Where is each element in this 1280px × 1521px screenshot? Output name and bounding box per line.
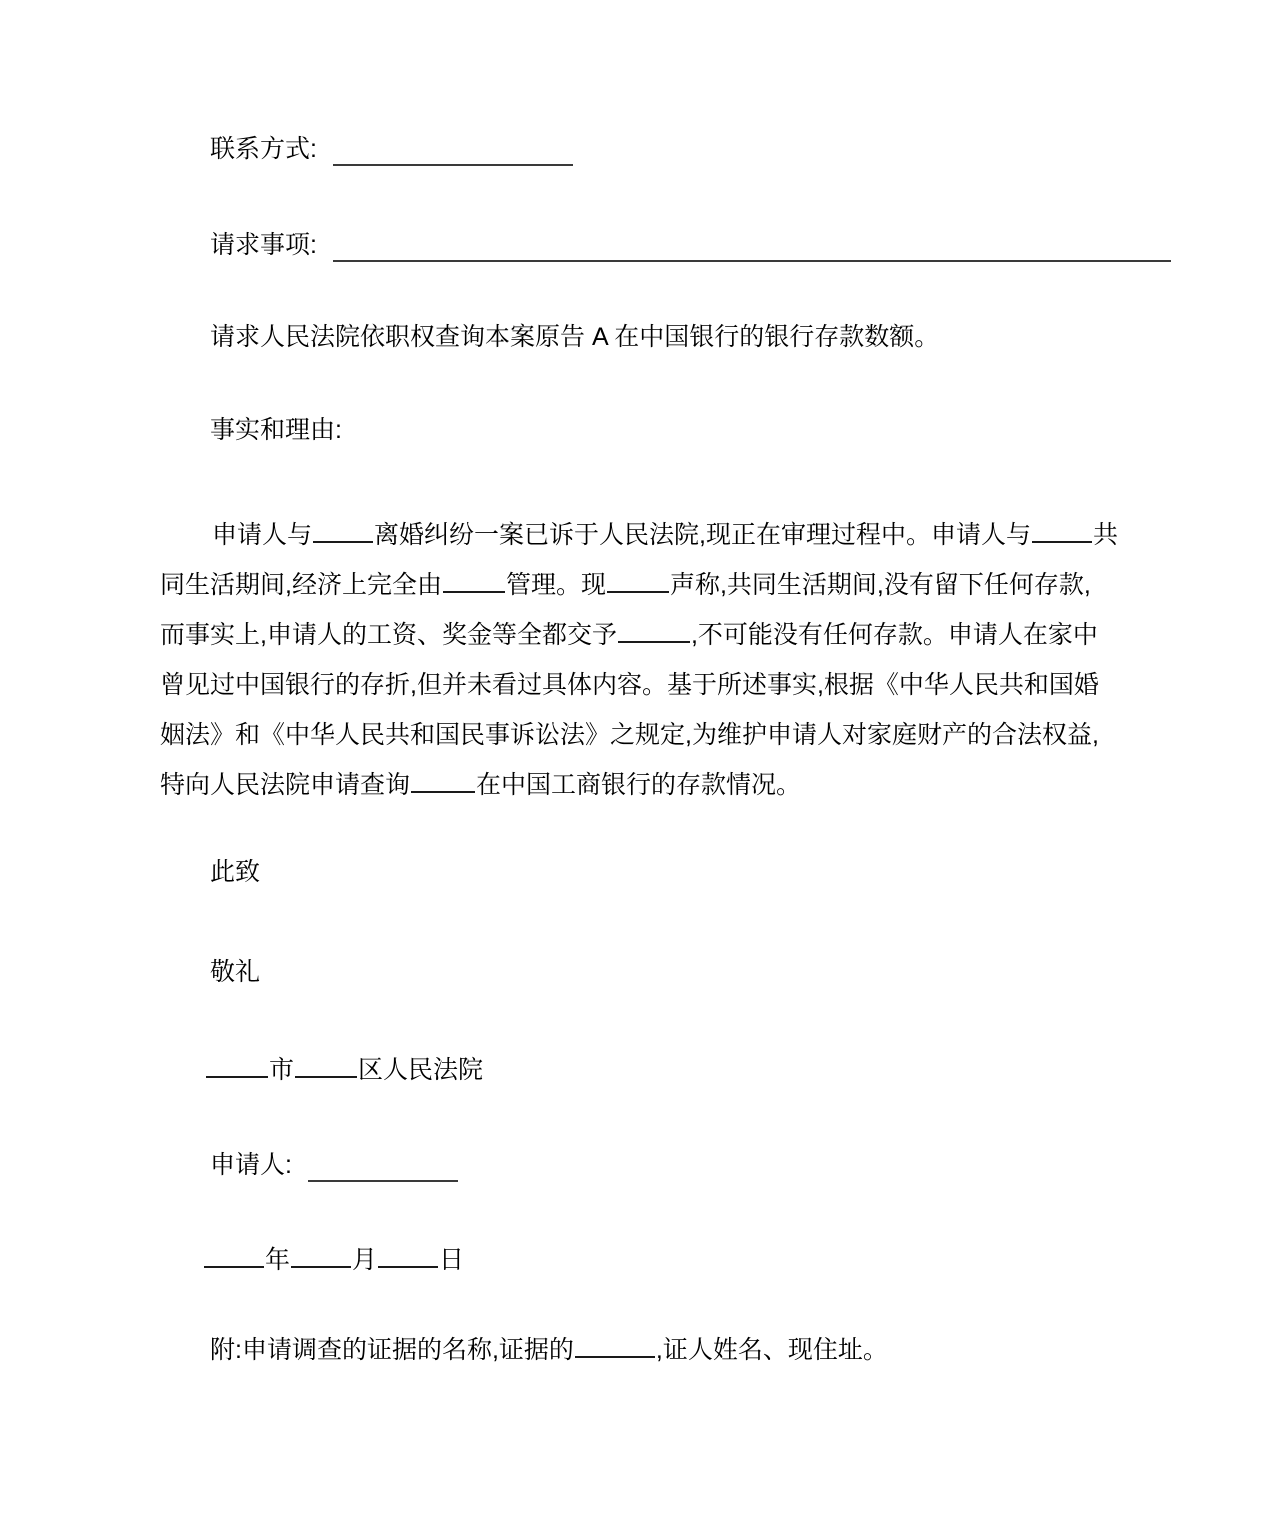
- paragraph-line: [160, 610, 1122, 660]
- inline-blank[interactable]: [443, 569, 505, 593]
- request-statement: 请求人民法院依职权查询本案原告 A 在中国银行的银行存款数额。: [210, 323, 940, 351]
- paragraph-text: ,不可能没有任何存款。申请人在家中: [690, 621, 1098, 649]
- city-blank[interactable]: [206, 1054, 268, 1078]
- inline-blank[interactable]: [618, 619, 690, 643]
- facts-paragraph: [160, 510, 1122, 810]
- paragraph-text: 曾见过中国银行的存折,但并未看过具体内容。基于所述事实,根据《中华人民共和国婚: [160, 671, 1099, 699]
- applicant-label: 申请人:: [210, 1151, 292, 1179]
- court-tail: 区人民法院: [358, 1056, 484, 1084]
- court-addressee-line: [205, 1053, 483, 1087]
- request-items-input-rule[interactable]: [333, 234, 1171, 262]
- inline-blank[interactable]: [411, 769, 475, 793]
- contact-input-rule[interactable]: [333, 138, 573, 166]
- day-label: 日: [439, 1246, 465, 1274]
- applicant-signature-rule[interactable]: [308, 1154, 458, 1182]
- paragraph-line: [160, 660, 1122, 710]
- paragraph-text: 离婚纠纷一案已诉于人民法院,现正在审理过程中。申请人与: [374, 521, 1031, 549]
- inline-blank[interactable]: [607, 569, 669, 593]
- contact-field-row: [210, 132, 573, 166]
- inline-blank[interactable]: [1032, 519, 1092, 543]
- paragraph-text: 在中国工商银行的存款情况。: [476, 771, 802, 799]
- closing-salutation-2: 敬礼: [210, 958, 261, 986]
- paragraph-text: 管理。现: [505, 571, 606, 599]
- paragraph-line: [160, 710, 1122, 760]
- request-items-field-row: [210, 228, 1171, 262]
- paragraph-line: [160, 760, 1122, 810]
- paragraph-text: 声称,共同生活期间,没有留下任何存款,: [669, 571, 1091, 599]
- year-blank[interactable]: [204, 1244, 264, 1268]
- district-blank[interactable]: [295, 1054, 357, 1078]
- paragraph-text: 共: [1092, 521, 1118, 549]
- paragraph-line: [160, 560, 1122, 610]
- request-items-label: 请求事项:: [210, 231, 317, 259]
- paragraph-text: 姻法》和《中华人民共和国民事诉讼法》之规定,为维护申请人对家庭财产的合法权益,: [160, 721, 1099, 749]
- paragraph-text: 特向人民法院申请查询: [160, 771, 411, 799]
- paragraph-text: 申请人与: [212, 521, 313, 549]
- attachment-suffix: ,证人姓名、现住址。: [655, 1336, 888, 1364]
- paragraph-line: [160, 510, 1122, 560]
- day-blank[interactable]: [378, 1244, 438, 1268]
- paragraph-text: 同生活期间,经济上完全由: [160, 571, 442, 599]
- date-line: [203, 1243, 464, 1277]
- city-suffix: 市: [269, 1056, 295, 1084]
- year-label: 年: [265, 1246, 291, 1274]
- contact-label: 联系方式:: [210, 135, 317, 163]
- month-label: 月: [352, 1246, 378, 1274]
- closing-salutation-1: 此致: [210, 858, 261, 886]
- attachment-prefix: 附:申请调查的证据的名称,证据的: [210, 1336, 574, 1364]
- inline-blank[interactable]: [313, 519, 373, 543]
- paragraph-text: 而事实上,申请人的工资、奖金等全都交予: [160, 621, 617, 649]
- month-blank[interactable]: [291, 1244, 351, 1268]
- attachment-note: [210, 1333, 888, 1367]
- applicant-signature-row: [210, 1148, 458, 1182]
- attachment-blank[interactable]: [575, 1334, 655, 1358]
- facts-heading: 事实和理由:: [210, 416, 342, 444]
